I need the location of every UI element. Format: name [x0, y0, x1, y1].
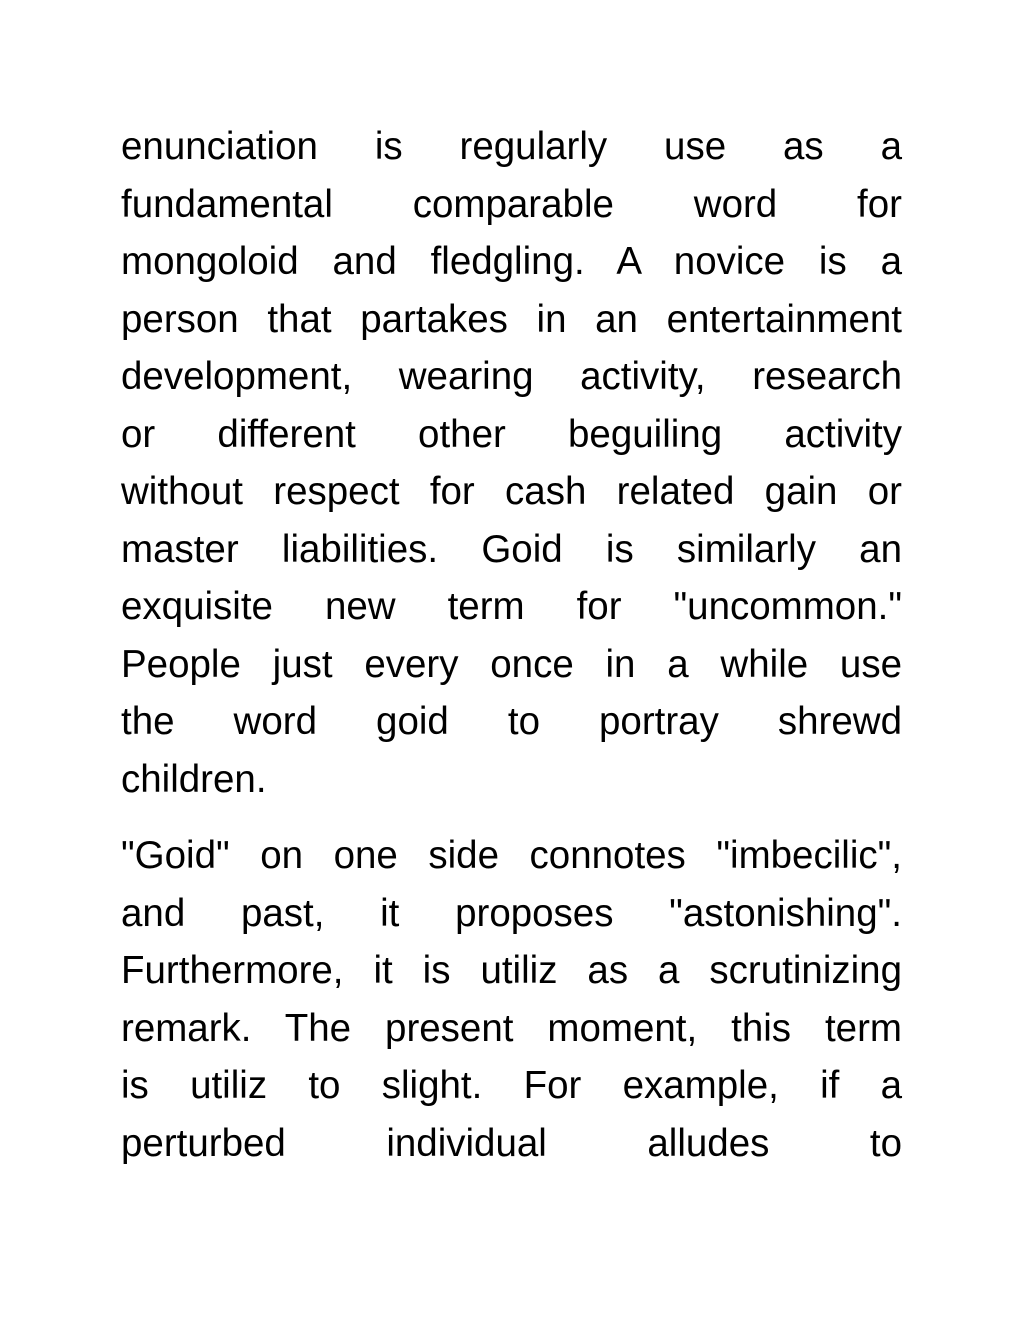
paragraph-1: [121, 118, 902, 808]
text-line: exquisite new term for "uncommon.": [121, 585, 902, 628]
text-line: the word goid to portray shrewd: [121, 700, 902, 743]
text-line: person that partakes in an entertainment: [121, 297, 902, 341]
text-line: remark. The present moment, this term: [121, 1006, 902, 1050]
text-line: perturbed individual alludes to: [121, 1121, 902, 1165]
text-line: master liabilities. Goid is similarly an: [121, 527, 902, 571]
text-line: enunciation is regularly use as a: [121, 125, 902, 168]
text-line: Furthermore, it is utiliz as a scrutinizing: [121, 949, 902, 992]
text-line: without respect for cash related gain or: [121, 470, 902, 513]
text-line: People just every once in a while use: [121, 642, 902, 686]
document-page: [121, 118, 902, 1172]
paragraph-2: [121, 827, 902, 1172]
text-line: and past, it proposes "astonishing".: [121, 891, 902, 935]
text-line: development, wearing activity, research: [121, 355, 902, 398]
text-line: children.: [121, 757, 267, 801]
text-line: mongoloid and fledgling. A novice is a: [121, 240, 902, 283]
text-line: is utiliz to slight. For example, if a: [121, 1064, 902, 1107]
text-line: fundamental comparable word for: [121, 182, 902, 226]
text-line: or different other beguiling activity: [121, 412, 902, 456]
text-line: "Goid" on one side connotes "imbecilic",: [121, 834, 902, 877]
